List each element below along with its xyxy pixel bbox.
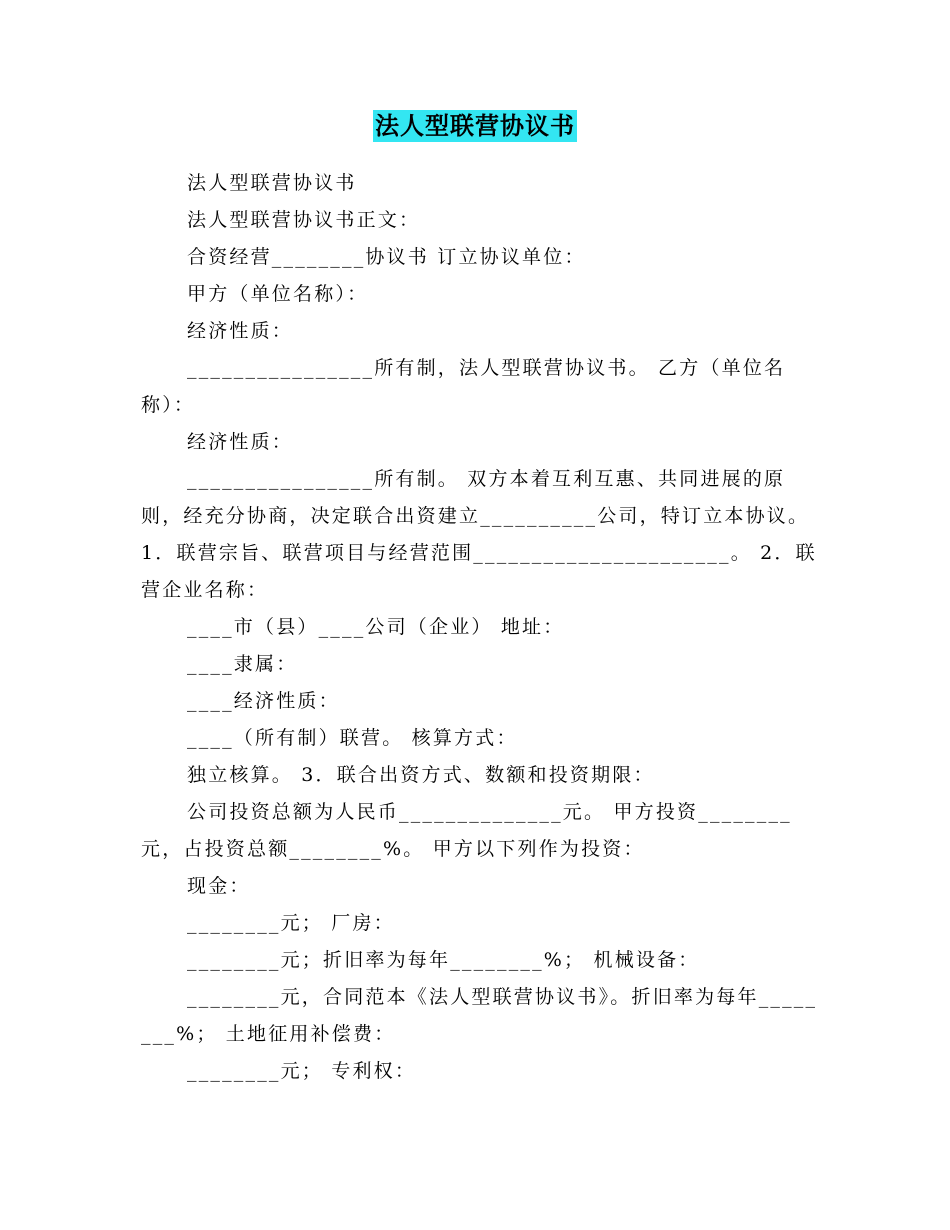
paragraph: ____市（县）____公司（企业） 地址： <box>187 616 565 638</box>
paragraph: ________________所有制。 双方本着互利互惠、共同进展的原则，经充分协商，决定联合出资建立__________公司，特订立本协议。 1．联营宗旨、联营项目与经营范围______________________。 2．联营企业名称： <box>141 468 818 601</box>
paragraph: 公司投资总额为人民币______________元。 甲方投资________元，占投资总额________%。 甲方以下列作为投资： <box>141 801 792 860</box>
paragraph: ________元；折旧率为每年________%； 机械设备： <box>187 949 700 971</box>
paragraph: ____经济性质： <box>187 690 340 712</box>
paragraph: 法人型联营协议书 <box>187 172 357 194</box>
paragraph: ________元； 厂房： <box>187 912 395 934</box>
paragraph: 法人型联营协议书正文： <box>187 209 421 231</box>
paragraph: 甲方（单位名称）： <box>187 283 369 305</box>
paragraph: ____（所有制）联营。 核算方式： <box>187 727 518 749</box>
paragraph: 独立核算。 3．联合出资方式、数额和投资期限： <box>187 764 655 786</box>
title-container <box>0 110 950 142</box>
document-title: 法人型联营协议书 <box>375 111 575 140</box>
paragraph: ____隶属： <box>187 653 298 675</box>
paragraph: 经济性质： <box>187 320 294 342</box>
paragraph: ________元，合同范本《法人型联营协议书》。折旧率为每年________%； 土地征用补偿费： <box>141 986 818 1045</box>
document-body <box>141 165 821 1090</box>
paragraph: ________________所有制，法人型联营协议书。 乙方（单位名称）： <box>141 357 786 416</box>
paragraph: 合资经营________协议书 订立协议单位： <box>187 246 586 268</box>
paragraph: 现金： <box>187 875 251 897</box>
paragraph: 经济性质： <box>187 431 294 453</box>
paragraph: ________元； 专利权： <box>187 1060 417 1082</box>
